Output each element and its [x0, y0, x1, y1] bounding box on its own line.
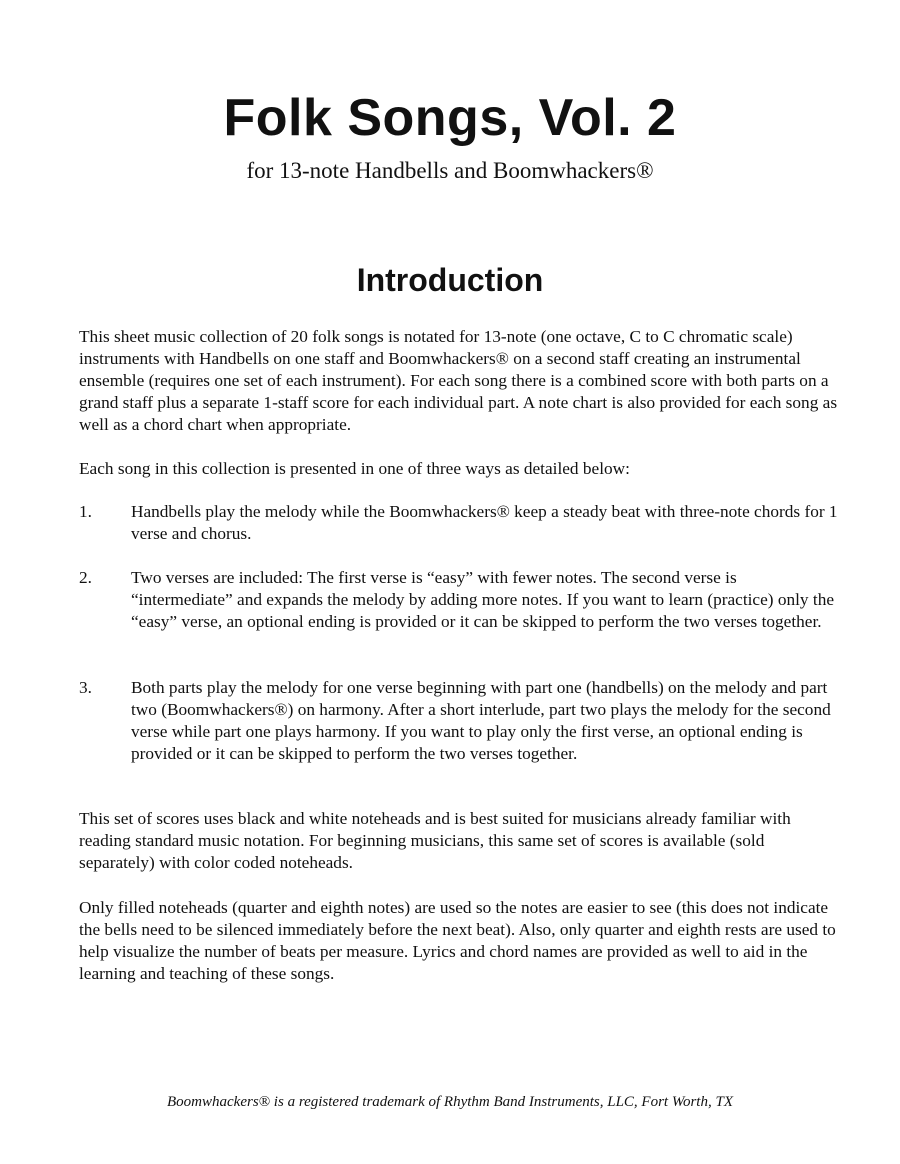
list-item-text: Two verses are included: The first verse is “easy” with fewer notes. The second verse is “intermediate” and expands the melody by adding more notes. If you want to learn (practice) only the “easy” verse, an optional ending is provided or it can be skipped to perform the two verses together. — [131, 568, 835, 631]
list-item-text: Both parts play the melody for one verse beginning with part one (handbells) on the melody and part two (Boomwhackers®) on harmony. After a short interlude, part two plays the melody for the second verse while part one plays harmony. If you want to play only the first verse, an optional ending is provided or it can be skipped to perform the two verses together. — [131, 678, 831, 763]
list-item — [79, 567, 839, 633]
list-intro-paragraph: Each song in this collection is presented in one of three ways as detailed below: — [79, 459, 630, 478]
list-item — [79, 677, 839, 765]
notation-paragraph: This set of scores uses black and white noteheads and is best suited for musicians already familiar with reading standard music notation. For beginning musicians, this same set of scores is available (sold separately) with color coded noteheads. — [79, 809, 791, 872]
list-item-number: 2. — [79, 568, 92, 587]
intro-paragraph: This sheet music collection of 20 folk songs is notated for 13-note (one octave, C to C chromatic scale) instruments with Handbells on one staff and Boomwhackers® on a second staff creating an instrumental ensemble (requires one set of each instrument). For each song there is a combined score with both parts on a grand staff plus a separate 1-staff score for each individual part. A note chart is also provided for each song as well as a chord chart when appropriate. — [79, 327, 838, 434]
section-heading: Introduction — [356, 262, 544, 298]
document-subtitle: for 13-note Handbells and Boomwhackers® — [246, 158, 654, 183]
list-item-text: Handbells play the melody while the Boomwhackers® keep a steady beat with three-note chords for 1 verse and chorus. — [131, 502, 838, 543]
noteheads-paragraph: Only filled noteheads (quarter and eighth notes) are used so the notes are easier to see (this does not indicate the bells need to be silenced immediately before the next beat). Also, only quarter and eighth rests are used to help visualize the number of beats per measure. Lyrics and chord names are provided as well to aid in the learning and teaching of these songs. — [79, 898, 836, 983]
list-item — [79, 501, 839, 545]
list-item-number: 3. — [79, 678, 92, 697]
list-item-number: 1. — [79, 502, 92, 521]
document-title: Folk Songs, Vol. 2 — [223, 89, 677, 147]
trademark-footer: Boomwhackers® is a registered trademark of Rhythm Band Instruments, LLC, Fort Worth, TX — [167, 1094, 733, 1110]
